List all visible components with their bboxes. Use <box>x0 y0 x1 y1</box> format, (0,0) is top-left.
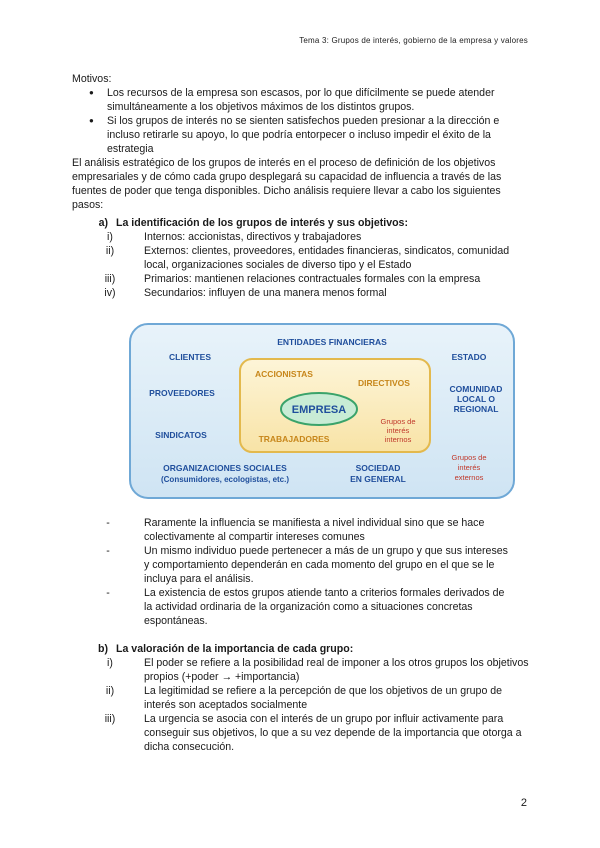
label-directivos: DIRECTIVOS <box>358 378 410 388</box>
label-comunidad: LOCAL O <box>456 394 496 404</box>
label-sociedad: EN GENERAL <box>350 474 406 484</box>
page-header: Tema 3: Grupos de interés, gobierno de la empresa y valores <box>299 36 528 45</box>
item-text: La legitimidad se refiere a la percepción de que los objetivos de un grupo de interés son aceptados socialmente <box>144 685 503 711</box>
label-internos: interés <box>386 426 410 435</box>
label-empresa: EMPRESA <box>291 404 347 416</box>
item-number: i) <box>107 657 113 669</box>
list-item: ● Los recursos de la empresa son escasos, por lo que difícilmente se puede atender simultáneamente a los objetivos máximos de los distintos grupos. <box>72 86 534 114</box>
stakeholder-diagram <box>128 322 516 500</box>
section-b-list <box>72 656 534 754</box>
item-text: El poder se refiere a la posibilidad real de imponer a los otros grupos los objetivos propios (+poder → +importancia) <box>144 657 529 683</box>
section-a-title: La identificación de los grupos de interés y sus objetivos: <box>116 217 408 229</box>
list-item <box>72 516 534 544</box>
dash-marker: - <box>106 587 110 599</box>
section-b-title: La valoración de la importancia de cada grupo: <box>116 643 354 655</box>
list-item <box>72 272 534 286</box>
item-text: Raramente la influencia se manifiesta a nivel individual sino que se hace colectivamente al compartir intereses comunes <box>144 517 485 543</box>
item-text: Secundarios: influyen de una manera menos formal <box>144 287 387 299</box>
label-entidades: ENTIDADES FINANCIERAS <box>277 337 387 347</box>
list-item <box>72 656 534 684</box>
page-number: 2 <box>520 797 527 809</box>
dash-marker: - <box>106 545 110 557</box>
motivos-label: Motivos: <box>72 73 112 85</box>
dash-marker: - <box>106 517 110 529</box>
item-number: iii) <box>104 273 116 285</box>
section-b-heading <box>72 642 534 656</box>
motivos-list <box>72 86 534 156</box>
item-text: Externos: clientes, proveedores, entidades financieras, sindicatos, comunidad local, organizaciones sociales de diverso tipo y el Estado <box>144 245 510 271</box>
dash-list <box>72 516 534 628</box>
section-a-label: a) <box>98 217 108 229</box>
label-externos: externos <box>454 473 484 482</box>
label-organizaciones: (Consumidores, ecologistas, etc.) <box>160 475 290 484</box>
item-number: i) <box>107 231 113 243</box>
label-accionistas: ACCIONISTAS <box>255 369 313 379</box>
item-text: Internos: accionistas, directivos y trabajadores <box>144 231 362 243</box>
label-sociedad: SOCIEDAD <box>355 463 401 473</box>
label-comunidad: REGIONAL <box>453 404 499 414</box>
label-organizaciones: ORGANIZACIONES SOCIALES <box>163 463 287 473</box>
list-item <box>72 684 534 712</box>
label-proveedores: PROVEEDORES <box>149 388 215 398</box>
list-item <box>72 712 534 754</box>
label-trabajadores: TRABAJADORES <box>258 434 330 444</box>
label-estado: ESTADO <box>451 352 487 362</box>
label-internos: Grupos de <box>380 417 416 426</box>
label-externos: interés <box>457 463 481 472</box>
item-number: ii) <box>105 685 115 697</box>
list-item <box>72 544 534 586</box>
spacer <box>72 628 534 638</box>
item-number: iv) <box>104 287 116 299</box>
list-item <box>72 244 534 272</box>
intro-paragraph: El análisis estratégico de los grupos de interés en el proceso de definición de los objetivos empresariales y de cómo cada grupo desplegará su capacidad de influencia a través de las fuentes de poder que tenga disponibles. Dicho análisis requiere llevar a cabo los siguientes pasos: <box>72 157 502 211</box>
label-sindicatos: SINDICATOS <box>155 430 207 440</box>
list-item <box>72 586 534 628</box>
item-number: iii) <box>104 713 116 725</box>
list-item <box>72 286 534 300</box>
label-internos: internos <box>384 435 412 444</box>
item-text: La existencia de estos grupos atiende tanto a criterios formales derivados de la actividad ordinaria de la organización como a situaciones concretas espontáneas. <box>144 587 505 627</box>
section-b-label: b) <box>98 643 108 655</box>
label-externos: Grupos de <box>451 453 487 462</box>
item-number: ii) <box>105 245 115 257</box>
item-text: Un mismo individuo puede pertenecer a más de un grupo y que sus intereses y comportamiento dependerán en cada momento del grupo en el que se le incluya para el análisis. <box>144 545 508 585</box>
label-comunidad: COMUNIDAD <box>449 384 503 394</box>
list-item: ● Si los grupos de interés no se sienten satisfechos pueden presionar a la dirección e incluso retirarle su apoyo, lo que podría entorpecer o incluso impedir el éxito de la estrategia <box>72 114 534 156</box>
item-text: La urgencia se asocia con el interés de un grupo por influir activamente para conseguir sus objetivos, lo que a su vez depende de la importancia que otorga a dicha consecución. <box>144 713 522 753</box>
label-clientes: CLIENTES <box>168 352 212 362</box>
section-a-heading <box>72 216 534 230</box>
list-item <box>72 230 534 244</box>
section-a-list <box>72 230 534 300</box>
item-text: Primarios: mantienen relaciones contractuales formales con la empresa <box>144 273 481 285</box>
